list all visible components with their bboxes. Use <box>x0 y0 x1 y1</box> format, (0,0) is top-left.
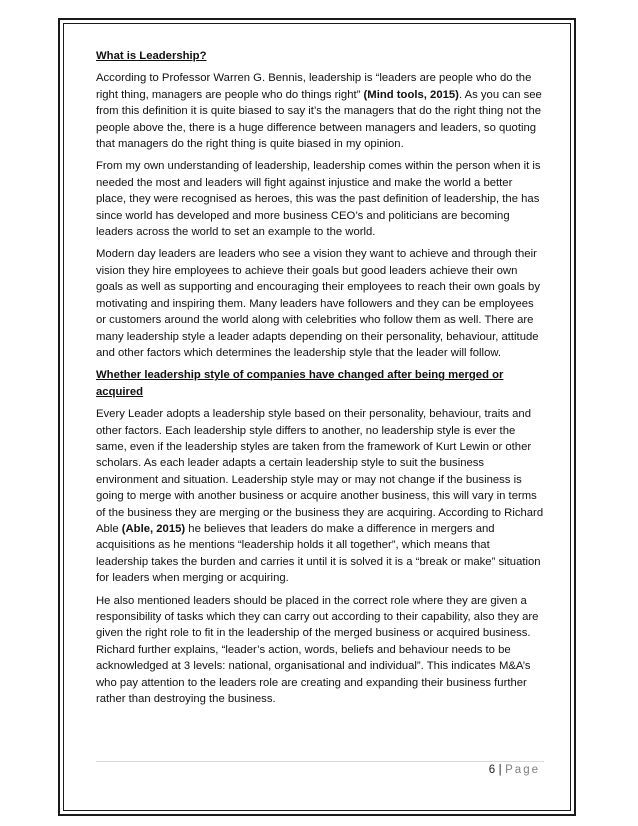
paragraph-text: he believes that leaders do make a difference in mergers and acquisitions as he mentions “leadership holds it all together”, which means that leadership takes the burden and carries it until it is solved it is a “break or make” situation for leaders when merging or acquiring. <box>96 522 541 585</box>
paragraph-text: . As you can see from this definition it is quite biased to say it’s the managers that do the right thing not the people above the, there is a huge difference between managers and leaders, so quoting that managers do the right thing is quite biased in my opinion. <box>96 88 542 151</box>
heading-text: Whether leadership style of companies have changed after being merged or acquired <box>96 369 504 398</box>
page-number: 6 <box>488 764 496 776</box>
paragraph: He also mentioned leaders should be placed in the correct role where they are given a responsibility of tasks which they can carry out according to their capability, also they are given the right role to fit in the leadership of the merged business or acquired business. Richard further explains, “leader’s action, words, beliefs and behaviour needs to be acknowledged at 3 levels: national, organisational and individual”. This indicates M&A’s who pay attention to the leaders role are creating and expanding their business further rather than destroying the business. <box>96 594 539 706</box>
citation: (Mind tools, 2015) <box>363 88 459 101</box>
heading-text: What is Leadership? <box>96 50 207 62</box>
paragraph <box>96 70 544 152</box>
section-heading-merger <box>96 367 544 400</box>
page-footer <box>489 764 540 776</box>
page-label: Page <box>505 764 540 776</box>
paragraph-text: Every Leader adopts a leadership style based on their personality, behaviour, traits and other factors. Each leadership style differs to another, no leadership style is ever the same, even if the leadership styles are taken from the framework of Kurt Lewin or other scholars. As each leader adapts a certain leadership style to suit the business environment and situation. Leadership style may or may not change if the business is going to merge with another business or acquire another business, this will vary in terms of the business they are merging or the business they are acquiring. According to Richard Able <box>96 408 544 535</box>
citation: (Able, 2015) <box>121 522 186 535</box>
paragraph <box>96 406 544 586</box>
document-body <box>96 48 544 713</box>
paragraph: From my own understanding of leadership, leadership comes within the person when it is needed the most and leaders will fight against injustice and make the world a better place, they were recognised as heroes, this was the past definition of leadership, the has since world has developed and more business CEO’s and politicians are becoming leaders across the world to set an example to the world. <box>96 160 541 239</box>
footer-divider <box>96 761 544 762</box>
section-heading-leadership <box>96 48 544 64</box>
paragraph-text: According to Professor Warren G. Bennis, leadership is “leaders are people who do the right thing, managers are people who do things right” <box>96 72 532 101</box>
footer-separator: | <box>498 764 503 776</box>
paragraph: Modern day leaders are leaders who see a vision they want to achieve and through their vision they hire employees to achieve their goals but good leaders achieve their own goals as well as supporting and encouraging their employees to reach their own goals by motivating and inspiring them. Many leaders have followers and they can be employees or customers around the world along with celebrities who follow them as well. There are many leadership style a leader adapts depending on their personality, behaviour, attitude and other factors which determines the leadership style that the leader will follow. <box>96 248 540 359</box>
